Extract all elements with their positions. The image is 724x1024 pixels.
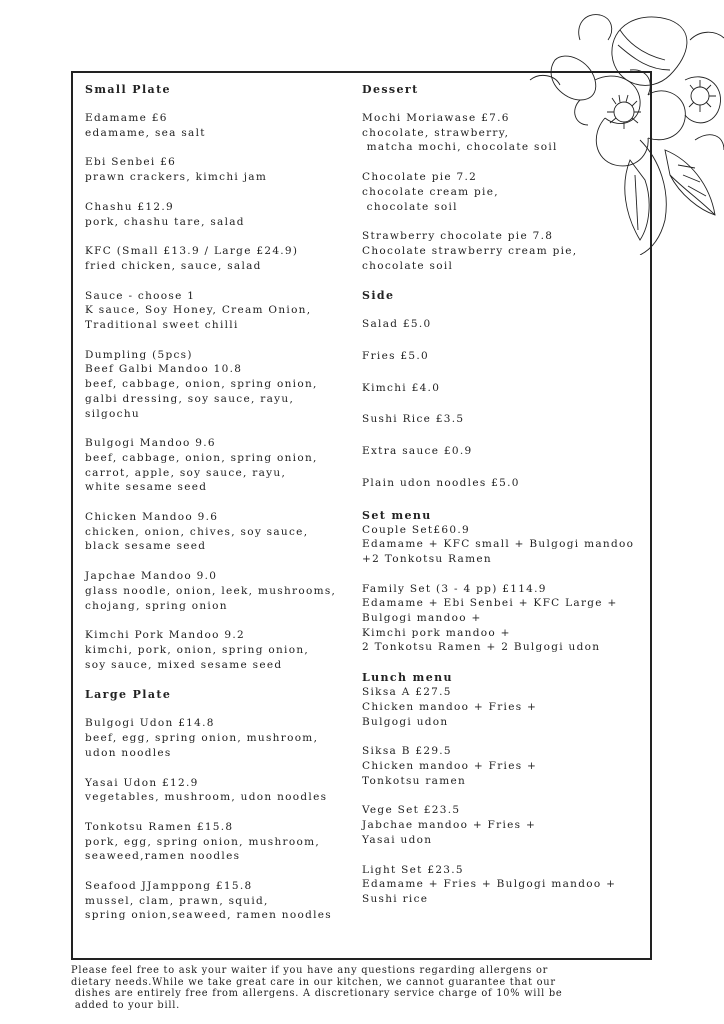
lunch-menu-item bbox=[362, 685, 662, 729]
set-menu-item-description: Edamame + Ebi Senbei + KFC Large + bbox=[362, 597, 618, 610]
allergen-notice-line: dietary needs.While we take great care in our kitchen, we cannot guarantee that our bbox=[71, 976, 556, 988]
small-plate-item-description: edamame, sea salt bbox=[85, 126, 206, 139]
lunch-menu-heading: Lunch menu bbox=[362, 671, 453, 685]
small-plate-item-description: white sesame seed bbox=[85, 481, 208, 494]
lunch-menu-item-title: Vege Set £23.5 bbox=[362, 804, 461, 817]
dessert-item-description: chocolate cream pie, bbox=[362, 185, 499, 198]
small-plate-item bbox=[85, 569, 365, 613]
small-plate-item-title: Ebi Senbei £6 bbox=[85, 156, 177, 169]
left-column bbox=[85, 82, 365, 938]
set-menu-item bbox=[362, 582, 662, 656]
side-item-text: Sushi Rice £3.5 bbox=[362, 413, 465, 426]
small-plate-item-description: soy sauce, mixed sesame seed bbox=[85, 658, 283, 671]
large-plate-item-description: vegetables, mushroom, udon noodles bbox=[85, 791, 328, 804]
lunch-menu-item-title: Siksa A £27.5 bbox=[362, 686, 452, 699]
dessert-item-description: Chocolate strawberry cream pie, bbox=[362, 244, 578, 257]
lunch-menu-item-description: Tonkotsu ramen bbox=[362, 774, 467, 787]
lunch-menu-item-title: Siksa B £29.5 bbox=[362, 745, 452, 758]
side-item bbox=[362, 317, 662, 332]
side-heading: Side bbox=[362, 289, 395, 303]
set-menu-item-description: +2 Tonkotsu Ramen bbox=[362, 552, 492, 565]
small-plate-item bbox=[85, 244, 365, 273]
small-plate-item-description: pork, chashu tare, salad bbox=[85, 215, 245, 228]
dessert-list bbox=[362, 111, 662, 273]
allergen-notice-line: Please feel free to ask your waiter if you have any questions regarding allergens or bbox=[71, 965, 549, 976]
large-plate-item-title: Bulgogi Udon £14.8 bbox=[85, 717, 215, 730]
large-plate-list bbox=[85, 716, 365, 923]
small-plate-item-description: beef, cabbage, onion, spring onion, bbox=[85, 378, 318, 391]
dessert-item-description: chocolate soil bbox=[362, 200, 458, 213]
small-plate-item-description: silgochu bbox=[85, 407, 140, 420]
large-plate-item-title: Yasai Udon £12.9 bbox=[85, 776, 199, 789]
allergen-notice bbox=[71, 965, 721, 1011]
lunch-menu-item-description: Chicken mandoo + Fries + bbox=[362, 700, 538, 713]
dessert-item-description: chocolate, strawberry, bbox=[362, 126, 510, 139]
small-plate-item-description: chojang, spring onion bbox=[85, 599, 228, 612]
side-item-text: Kimchi £4.0 bbox=[362, 381, 441, 394]
set-menu-heading: Set menu bbox=[362, 508, 432, 522]
large-plate-item bbox=[85, 879, 365, 923]
small-plate-item bbox=[85, 200, 365, 229]
dessert-item-description: chocolate soil bbox=[362, 259, 454, 272]
dessert-item bbox=[362, 170, 662, 214]
side-item bbox=[362, 476, 662, 491]
small-plate-item bbox=[85, 155, 365, 184]
lunch-menu-item-description: Chicken mandoo + Fries + bbox=[362, 759, 538, 772]
allergen-notice-line: dishes are entirely free from allergens. A discretionary service charge of 10% will be bbox=[71, 988, 563, 1000]
small-plate-item-description: beef, cabbage, onion, spring onion, bbox=[85, 451, 318, 464]
right-column bbox=[362, 82, 662, 922]
set-menu-item-title: Family Set (3 - 4 pp) £114.9 bbox=[362, 582, 547, 595]
lunch-menu-item-description: Bulgogi udon bbox=[362, 715, 449, 728]
large-plate-item-description: pork, egg, spring onion, mushroom, bbox=[85, 835, 320, 848]
lunch-menu-item-description: Sushi rice bbox=[362, 892, 429, 905]
small-plate-item-description: carrot, apple, soy sauce, rayu, bbox=[85, 466, 287, 479]
small-plate-item bbox=[85, 436, 365, 495]
small-plate-item bbox=[85, 289, 365, 333]
side-item bbox=[362, 349, 662, 364]
lunch-menu-item bbox=[362, 803, 662, 847]
side-item bbox=[362, 381, 662, 396]
lunch-menu-list bbox=[362, 685, 662, 906]
side-item-text: Plain udon noodles £5.0 bbox=[362, 476, 520, 489]
set-menu-list bbox=[362, 523, 662, 656]
large-plate-item-description: mussel, clam, prawn, squid, bbox=[85, 894, 269, 907]
dessert-item-title: Mochi Moriawase £7.6 bbox=[362, 112, 510, 124]
small-plate-item bbox=[85, 111, 365, 140]
lunch-menu-item bbox=[362, 863, 662, 907]
set-menu-item-description: 2 Tonkotsu Ramen + 2 Bulgogi udon bbox=[362, 641, 601, 654]
small-plate-item-description: Traditional sweet chilli bbox=[85, 319, 239, 332]
small-plate-item-title: Edamame £6 bbox=[85, 112, 168, 124]
small-plate-item-title: Chashu £12.9 bbox=[85, 200, 174, 213]
side-item-text: Salad £5.0 bbox=[362, 318, 432, 331]
side-item bbox=[362, 444, 662, 459]
allergen-notice-line: added to your bill. bbox=[71, 999, 180, 1011]
lunch-menu-item-description: Jabchae mandoo + Fries + bbox=[362, 819, 537, 832]
small-plate-item bbox=[85, 348, 365, 422]
small-plate-heading: Small Plate bbox=[85, 83, 171, 96]
small-plate-item-description: galbi dressing, soy sauce, rayu, bbox=[85, 392, 295, 405]
large-plate-item bbox=[85, 716, 365, 760]
large-plate-heading: Large Plate bbox=[85, 688, 172, 702]
lunch-menu-item-title: Light Set £23.5 bbox=[362, 863, 464, 876]
small-plate-item-description: kimchi, pork, onion, spring onion, bbox=[85, 643, 310, 656]
small-plate-item-description: chicken, onion, chives, soy sauce, bbox=[85, 525, 309, 538]
large-plate-item-description: udon noodles bbox=[85, 746, 172, 759]
small-plate-item-description: fried chicken, sauce, salad bbox=[85, 259, 262, 272]
small-plate-item-description: glass noodle, onion, leek, mushrooms, bbox=[85, 584, 337, 597]
small-plate-list bbox=[85, 111, 365, 672]
small-plate-item-title: Japchae Mandoo 9.0 bbox=[85, 570, 218, 583]
large-plate-item-title: Tonkotsu Ramen £15.8 bbox=[85, 820, 234, 833]
dessert-item-description: matcha mochi, chocolate soil bbox=[362, 141, 558, 154]
small-plate-item-title: Kimchi Pork Mandoo 9.2 bbox=[85, 629, 245, 642]
small-plate-item-title: Sauce - choose 1 bbox=[85, 289, 196, 302]
large-plate-item-description: beef, egg, spring onion, mushroom, bbox=[85, 732, 319, 745]
small-plate-item-description: black sesame seed bbox=[85, 540, 207, 553]
small-plate-item-title: Bulgogi Mandoo 9.6 bbox=[85, 437, 216, 450]
large-plate-item-description: spring onion,seaweed, ramen noodles bbox=[85, 909, 332, 922]
lunch-menu-item bbox=[362, 744, 662, 788]
side-item-text: Extra sauce £0.9 bbox=[362, 445, 473, 458]
small-plate-item-description: Beef Galbi Mandoo 10.8 bbox=[85, 363, 243, 376]
dessert-heading: Dessert bbox=[362, 83, 419, 96]
dessert-item bbox=[362, 111, 662, 155]
dessert-item-title: Chocolate pie 7.2 bbox=[362, 171, 478, 184]
side-item bbox=[362, 412, 662, 427]
small-plate-item-title: Chicken Mandoo 9.6 bbox=[85, 511, 219, 524]
set-menu-item-description: Kimchi pork mandoo + bbox=[362, 626, 511, 639]
small-plate-item bbox=[85, 628, 365, 672]
side-item-text: Fries £5.0 bbox=[362, 350, 429, 363]
side-list bbox=[362, 317, 662, 490]
set-menu-item-title: Couple Set£60.9 bbox=[362, 523, 470, 536]
set-menu-item bbox=[362, 523, 662, 567]
small-plate-item bbox=[85, 510, 365, 554]
large-plate-item bbox=[85, 776, 365, 805]
large-plate-item bbox=[85, 820, 365, 864]
small-plate-item-description: K sauce, Soy Honey, Cream Onion, bbox=[85, 304, 312, 317]
lunch-menu-item-description: Yasai udon bbox=[362, 833, 433, 846]
dessert-item-title: Strawberry chocolate pie 7.8 bbox=[362, 230, 554, 243]
small-plate-item-description: prawn crackers, kimchi jam bbox=[85, 171, 268, 184]
small-plate-item-title: Dumpling (5pcs) bbox=[85, 348, 193, 361]
set-menu-item-description: Edamame + KFC small + Bulgogi mandoo bbox=[362, 538, 635, 551]
dessert-item bbox=[362, 229, 662, 273]
small-plate-item-title: KFC (Small £13.9 / Large £24.9) bbox=[85, 245, 299, 258]
large-plate-item-description: seaweed,ramen noodles bbox=[85, 850, 241, 863]
set-menu-item-description: Bulgogi mandoo + bbox=[362, 612, 482, 625]
large-plate-item-title: Seafood JJamppong £15.8 bbox=[85, 880, 253, 893]
lunch-menu-item-description: Edamame + Fries + Bulgogi mandoo + bbox=[362, 878, 617, 891]
